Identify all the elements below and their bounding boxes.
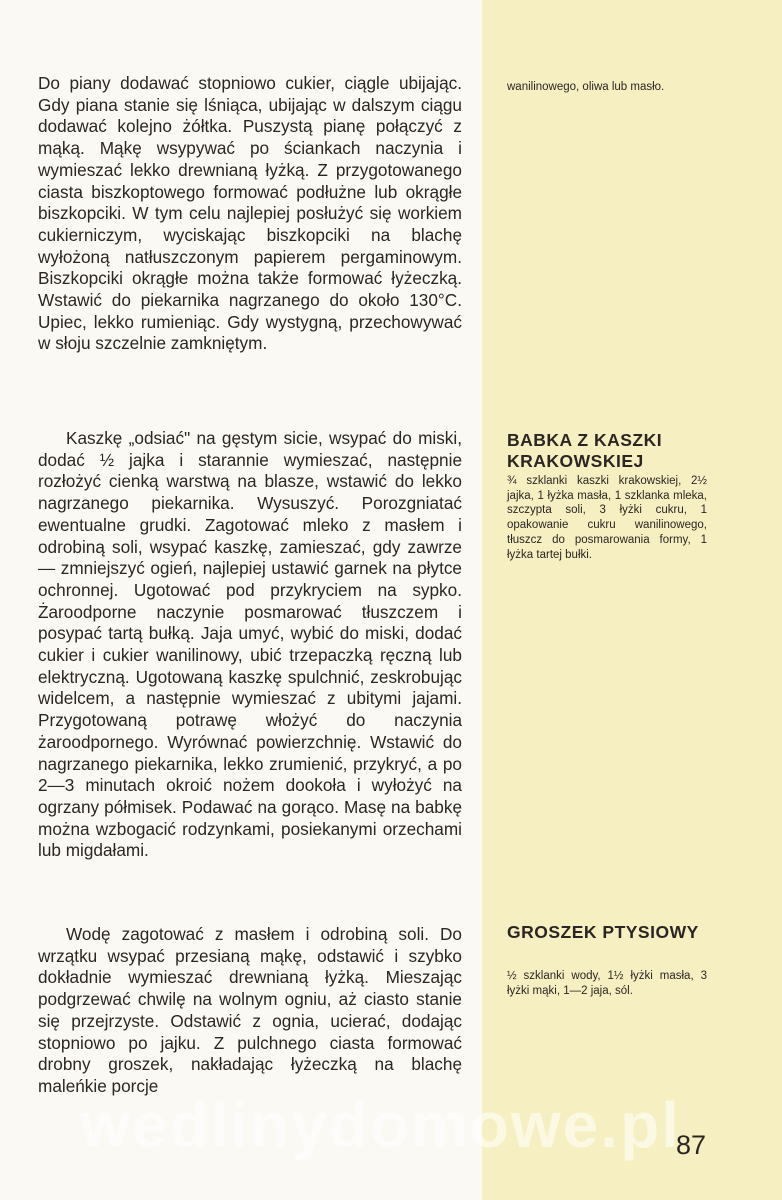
paragraph-groszek: Wodę zagotować z masłem i odrobiną soli. Do wrzątku wsypać przesianą mąkę, odstawić i szybko dokładnie wymieszać drewnianą łyżką. Mieszając podgrzewać chwilę na wolnym ogniu, aż ciasto stanie się przejrzyste. Odstawić z ognia, ucierać, dodając stopniowo po jajku. Z pulchnego ciasta formować drobny groszek, nakładając łyżeczką na blachę maleńkie porcje: [38, 924, 462, 1096]
recipe-ingredients-babka: ¾ szklanki kaszki krakowskiej, 2½ jajka, 1 łyżka masła, 1 szklanka mleka, szczypta soli, 3 łyżki cukru, 1 opakowanie cukru wanilinowego, tłuszcz do posmarowania formy, 1 łyżka tartej bułki.: [507, 475, 707, 561]
paragraph-biscuits: Do piany dodawać stopniowo cukier, ciągle ubijając. Gdy piana stanie się lśniąca, ubijając w dalszym ciągu dodawać kolejno żółtka. Puszystą pianę połączyć z mąką. Mąkę wsypywać po ściankach naczynia i wymieszać lekko drewnianą łyżką. Z przygotowanego ciasta biszkoptowego formować podłużne lub okrągłe biszkopciki. W tym celu najlepiej posłużyć się workiem cukierniczym, wyciskając biszkopciki na blachę wyłożoną natłuszczonym papierem pergaminowym. Biszkopciki okrągłe można także formować łyżeczką. Wstawić do piekarnika nagrzanego do około 130°C. Upiec, lekko rumieniąc. Gdy wystygną, przechowywać w słoju szczelnie zamkniętym.: [38, 73, 462, 354]
sidebar-panel: [482, 0, 782, 1200]
recipe-ingredients-groszek: ½ szklanki wody, 1½ łyżki masła, 3 łyżki mąki, 1—2 jaja, sól.: [507, 970, 707, 997]
sidebar-intro: wanilinowego, oliwa lub masło.: [507, 81, 665, 93]
recipe-title-groszek: GROSZEK PTYSIOWY: [507, 922, 699, 942]
recipe-title-babka: BABKA Z KASZKI KRAKOWSKIEJ: [507, 430, 663, 471]
paragraph-babka: Kaszkę „odsiać" na gęstym sicie, wsypać do miski, dodać ½ jajka i starannie wymieszać, następnie rozłożyć cienką warstwą na blasze, wstawić do lekko nagrzanego piekarnika. Wysuszyć. Porozgniatać ewentualne grudki. Zagotować mleko z masłem i odrobiną soli, wsypać kaszkę, zamieszać, gdy zawrze — zmniejszyć ogień, najlepiej ustawić garnek na płytce ochronnej. Ugotować pod przykryciem na sypko. Żaroodporne naczynie posmarować tłuszczem i posypać tartą bułką. Jaja umyć, wybić do miski, dodać cukier i cukier wanilinowy, ubić trzepaczką ręczną lub elektryczną. Ugotowaną kaszkę spulchnić, zeskrobując widelcem, a następnie wymieszać z ubitymi jajami. Przygotowaną potrawę włożyć do naczynia żaroodpornego. Wyrównać powierzchnię. Wstawić do nagrzanego piekarnika, lekko zrumienić, przykryć, a po 2—3 minutach okroić nożem dookoła i wyłożyć na ogrzany półmisek. Podawać na gorąco. Masę na babkę można wzbogacić rodzynkami, posiekanymi orzechami lub migdałami.: [38, 428, 462, 861]
watermark: wedlinydomowe.pl: [80, 1089, 681, 1161]
page-number: 87: [675, 1130, 706, 1160]
